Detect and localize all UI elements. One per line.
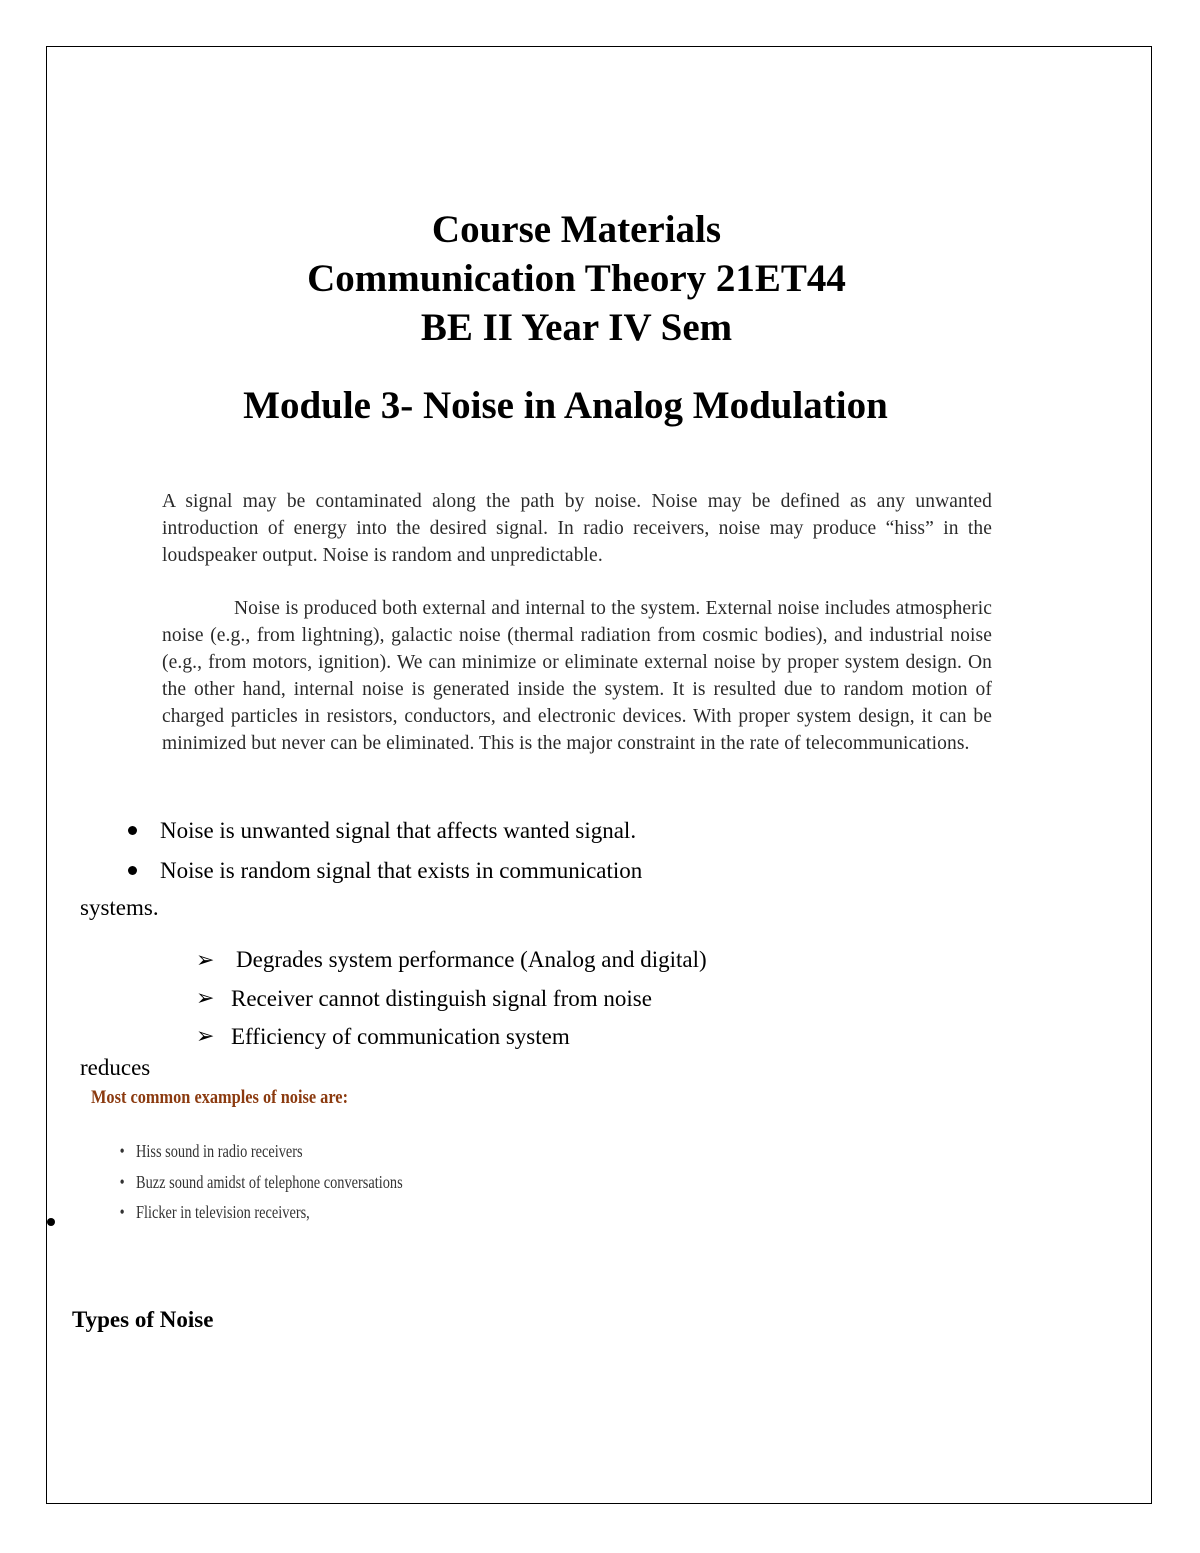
arrow-bullet-icon: ➢ bbox=[196, 947, 215, 972]
paragraph-intro: A signal may be contaminated along the path by noise. Noise may be defined as any unwanted introduction of energy into the desired signal. In radio receivers, noise may produce “hiss” in the loudspeaker output. Noise is random and unpredictable. bbox=[162, 491, 992, 566]
arrow-item-efficiency-cont: reduces bbox=[80, 1055, 151, 1080]
arrow-item-receiver: Receiver cannot distinguish signal from noise bbox=[231, 986, 652, 1011]
title-course-name: Communication Theory 21ET44 bbox=[307, 257, 846, 300]
list-item: • Flicker in television receivers, bbox=[118, 1204, 403, 1222]
arrow-bullet-icon: ➢ bbox=[196, 985, 215, 1010]
title-course-materials: Course Materials bbox=[431, 208, 722, 251]
title-year-sem: BE II Year IV Sem bbox=[420, 306, 733, 349]
stray-bullet-icon bbox=[47, 1218, 55, 1226]
arrow-item-efficiency: Efficiency of communication system bbox=[231, 1024, 570, 1049]
examples-heading: Most common examples of noise are: bbox=[91, 1087, 349, 1108]
module-title: Module 3- Noise in Analog Modulation bbox=[243, 384, 888, 427]
examples-list bbox=[118, 1143, 465, 1235]
bullet-random-signal: Noise is random signal that exists in communication bbox=[160, 858, 643, 883]
section-heading-types-of-noise: Types of Noise bbox=[72, 1307, 214, 1332]
bullet-random-signal-cont: systems. bbox=[80, 895, 159, 920]
bullet-dot-icon bbox=[128, 866, 137, 875]
bullet-dot-icon bbox=[128, 826, 137, 835]
arrow-item-degrades: Degrades system performance (Analog and digital) bbox=[236, 947, 707, 972]
list-item: • Hiss sound in radio receivers bbox=[118, 1143, 403, 1161]
bullet-unwanted-signal: Noise is unwanted signal that affects wanted signal. bbox=[160, 818, 637, 843]
paragraph-noise-sources: Noise is produced both external and internal to the system. External noise includes atmospheric noise (e.g., from lightning), galactic noise (thermal radiation from cosmic bodies), and industrial noise (e.g., from motors, ignition). We can minimize or eliminate external noise by proper system design. On the other hand, internal noise is generated inside the system. It is resulted due to random motion of charged particles in resistors, conductors, and electronic devices. With proper system design, it can be minimized but never can be eliminated. This is the major constraint in the rate of telecommunications. bbox=[162, 598, 992, 754]
list-item: • Buzz sound amidst of telephone conversations bbox=[118, 1174, 403, 1192]
arrow-bullet-icon: ➢ bbox=[196, 1023, 215, 1048]
